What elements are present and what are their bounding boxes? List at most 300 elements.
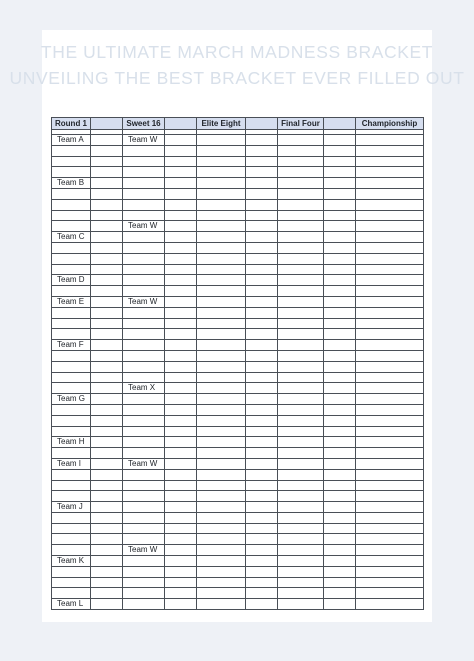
blank-cell[interactable] xyxy=(278,545,324,556)
blank-cell[interactable] xyxy=(246,512,278,523)
team-cell[interactable]: Team K xyxy=(52,556,91,567)
blank-cell[interactable] xyxy=(324,437,356,448)
blank-cell[interactable] xyxy=(356,145,424,156)
blank-cell[interactable] xyxy=(246,242,278,253)
team-cell[interactable]: Team A xyxy=(52,135,91,146)
blank-cell[interactable] xyxy=(246,145,278,156)
blank-cell[interactable] xyxy=(197,588,246,599)
team-cell[interactable]: Team X xyxy=(123,383,165,394)
blank-cell[interactable] xyxy=(165,361,197,372)
blank-cell[interactable] xyxy=(246,383,278,394)
blank-cell[interactable] xyxy=(91,566,123,577)
blank-cell[interactable] xyxy=(324,577,356,588)
blank-cell[interactable] xyxy=(278,286,324,297)
blank-cell[interactable] xyxy=(324,145,356,156)
blank-cell[interactable] xyxy=(356,556,424,567)
blank-cell[interactable] xyxy=(324,210,356,221)
blank-cell[interactable] xyxy=(91,588,123,599)
blank-cell[interactable] xyxy=(91,469,123,480)
blank-cell[interactable] xyxy=(197,167,246,178)
blank-cell[interactable] xyxy=(197,329,246,340)
blank-cell[interactable] xyxy=(356,404,424,415)
blank-cell[interactable] xyxy=(197,556,246,567)
blank-cell[interactable] xyxy=(197,264,246,275)
blank-cell[interactable] xyxy=(197,156,246,167)
blank-cell[interactable] xyxy=(91,577,123,588)
blank-cell[interactable] xyxy=(123,404,165,415)
blank-cell[interactable] xyxy=(52,199,91,210)
team-cell[interactable]: Team L xyxy=(52,599,91,610)
blank-cell[interactable] xyxy=(123,361,165,372)
blank-cell[interactable] xyxy=(278,566,324,577)
blank-cell[interactable] xyxy=(91,512,123,523)
blank-cell[interactable] xyxy=(197,340,246,351)
blank-cell[interactable] xyxy=(246,156,278,167)
blank-cell[interactable] xyxy=(91,415,123,426)
blank-cell[interactable] xyxy=(356,566,424,577)
blank-cell[interactable] xyxy=(324,394,356,405)
blank-cell[interactable] xyxy=(197,491,246,502)
blank-cell[interactable] xyxy=(165,523,197,534)
blank-cell[interactable] xyxy=(165,242,197,253)
blank-cell[interactable] xyxy=(123,372,165,383)
blank-cell[interactable] xyxy=(123,523,165,534)
blank-cell[interactable] xyxy=(91,350,123,361)
blank-cell[interactable] xyxy=(278,383,324,394)
blank-cell[interactable] xyxy=(123,588,165,599)
blank-cell[interactable] xyxy=(52,286,91,297)
blank-cell[interactable] xyxy=(91,135,123,146)
blank-cell[interactable] xyxy=(165,458,197,469)
blank-cell[interactable] xyxy=(123,491,165,502)
blank-cell[interactable] xyxy=(356,135,424,146)
blank-cell[interactable] xyxy=(278,296,324,307)
blank-cell[interactable] xyxy=(324,588,356,599)
blank-cell[interactable] xyxy=(123,469,165,480)
blank-cell[interactable] xyxy=(91,361,123,372)
blank-cell[interactable] xyxy=(165,404,197,415)
blank-cell[interactable] xyxy=(197,275,246,286)
blank-cell[interactable] xyxy=(356,491,424,502)
blank-cell[interactable] xyxy=(52,188,91,199)
blank-cell[interactable] xyxy=(52,577,91,588)
blank-cell[interactable] xyxy=(197,448,246,459)
blank-cell[interactable] xyxy=(52,307,91,318)
blank-cell[interactable] xyxy=(197,318,246,329)
blank-cell[interactable] xyxy=(52,448,91,459)
blank-cell[interactable] xyxy=(165,437,197,448)
blank-cell[interactable] xyxy=(91,599,123,610)
blank-cell[interactable] xyxy=(356,307,424,318)
blank-cell[interactable] xyxy=(324,329,356,340)
blank-cell[interactable] xyxy=(356,253,424,264)
blank-cell[interactable] xyxy=(324,253,356,264)
blank-cell[interactable] xyxy=(165,199,197,210)
blank-cell[interactable] xyxy=(324,426,356,437)
blank-cell[interactable] xyxy=(197,242,246,253)
blank-cell[interactable] xyxy=(324,199,356,210)
blank-cell[interactable] xyxy=(91,394,123,405)
blank-cell[interactable] xyxy=(197,523,246,534)
blank-cell[interactable] xyxy=(356,383,424,394)
blank-cell[interactable] xyxy=(278,350,324,361)
blank-cell[interactable] xyxy=(123,394,165,405)
blank-cell[interactable] xyxy=(356,372,424,383)
blank-cell[interactable] xyxy=(246,329,278,340)
blank-cell[interactable] xyxy=(246,426,278,437)
blank-cell[interactable] xyxy=(165,491,197,502)
team-cell[interactable]: Team D xyxy=(52,275,91,286)
blank-cell[interactable] xyxy=(356,458,424,469)
blank-cell[interactable] xyxy=(278,253,324,264)
blank-cell[interactable] xyxy=(52,588,91,599)
blank-cell[interactable] xyxy=(246,188,278,199)
blank-cell[interactable] xyxy=(356,232,424,243)
blank-cell[interactable] xyxy=(123,340,165,351)
blank-cell[interactable] xyxy=(91,221,123,232)
blank-cell[interactable] xyxy=(91,296,123,307)
blank-cell[interactable] xyxy=(278,210,324,221)
blank-cell[interactable] xyxy=(197,404,246,415)
blank-cell[interactable] xyxy=(246,469,278,480)
blank-cell[interactable] xyxy=(246,437,278,448)
blank-cell[interactable] xyxy=(324,350,356,361)
blank-cell[interactable] xyxy=(356,178,424,189)
blank-cell[interactable] xyxy=(278,361,324,372)
blank-cell[interactable] xyxy=(123,188,165,199)
blank-cell[interactable] xyxy=(246,264,278,275)
blank-cell[interactable] xyxy=(278,599,324,610)
blank-cell[interactable] xyxy=(165,556,197,567)
blank-cell[interactable] xyxy=(91,307,123,318)
blank-cell[interactable] xyxy=(356,437,424,448)
blank-cell[interactable] xyxy=(278,512,324,523)
blank-cell[interactable] xyxy=(324,275,356,286)
blank-cell[interactable] xyxy=(324,512,356,523)
blank-cell[interactable] xyxy=(197,199,246,210)
blank-cell[interactable] xyxy=(91,188,123,199)
blank-cell[interactable] xyxy=(324,188,356,199)
blank-cell[interactable] xyxy=(246,232,278,243)
team-cell[interactable]: Team W xyxy=(123,221,165,232)
blank-cell[interactable] xyxy=(278,221,324,232)
blank-cell[interactable] xyxy=(165,545,197,556)
blank-cell[interactable] xyxy=(91,502,123,513)
blank-cell[interactable] xyxy=(123,437,165,448)
blank-cell[interactable] xyxy=(52,469,91,480)
blank-cell[interactable] xyxy=(52,242,91,253)
team-cell[interactable]: Team I xyxy=(52,458,91,469)
blank-cell[interactable] xyxy=(52,566,91,577)
blank-cell[interactable] xyxy=(91,178,123,189)
blank-cell[interactable] xyxy=(356,167,424,178)
blank-cell[interactable] xyxy=(356,242,424,253)
blank-cell[interactable] xyxy=(123,566,165,577)
blank-cell[interactable] xyxy=(165,253,197,264)
blank-cell[interactable] xyxy=(123,577,165,588)
blank-cell[interactable] xyxy=(324,286,356,297)
blank-cell[interactable] xyxy=(246,199,278,210)
blank-cell[interactable] xyxy=(123,502,165,513)
blank-cell[interactable] xyxy=(165,340,197,351)
blank-cell[interactable] xyxy=(356,512,424,523)
blank-cell[interactable] xyxy=(91,372,123,383)
blank-cell[interactable] xyxy=(278,469,324,480)
blank-cell[interactable] xyxy=(165,307,197,318)
blank-cell[interactable] xyxy=(246,394,278,405)
blank-cell[interactable] xyxy=(52,145,91,156)
blank-cell[interactable] xyxy=(324,296,356,307)
blank-cell[interactable] xyxy=(278,394,324,405)
blank-cell[interactable] xyxy=(165,329,197,340)
blank-cell[interactable] xyxy=(356,188,424,199)
blank-cell[interactable] xyxy=(356,156,424,167)
blank-cell[interactable] xyxy=(165,156,197,167)
blank-cell[interactable] xyxy=(165,469,197,480)
team-cell[interactable]: Team H xyxy=(52,437,91,448)
blank-cell[interactable] xyxy=(278,448,324,459)
blank-cell[interactable] xyxy=(197,480,246,491)
blank-cell[interactable] xyxy=(123,232,165,243)
blank-cell[interactable] xyxy=(91,199,123,210)
blank-cell[interactable] xyxy=(91,404,123,415)
blank-cell[interactable] xyxy=(324,458,356,469)
blank-cell[interactable] xyxy=(356,296,424,307)
blank-cell[interactable] xyxy=(91,437,123,448)
blank-cell[interactable] xyxy=(324,415,356,426)
blank-cell[interactable] xyxy=(91,383,123,394)
blank-cell[interactable] xyxy=(324,556,356,567)
blank-cell[interactable] xyxy=(52,156,91,167)
blank-cell[interactable] xyxy=(197,383,246,394)
blank-cell[interactable] xyxy=(91,210,123,221)
blank-cell[interactable] xyxy=(197,394,246,405)
blank-cell[interactable] xyxy=(91,264,123,275)
blank-cell[interactable] xyxy=(91,458,123,469)
blank-cell[interactable] xyxy=(356,199,424,210)
blank-cell[interactable] xyxy=(278,232,324,243)
blank-cell[interactable] xyxy=(246,318,278,329)
blank-cell[interactable] xyxy=(246,307,278,318)
blank-cell[interactable] xyxy=(356,329,424,340)
blank-cell[interactable] xyxy=(246,253,278,264)
blank-cell[interactable] xyxy=(278,426,324,437)
blank-cell[interactable] xyxy=(165,135,197,146)
blank-cell[interactable] xyxy=(197,221,246,232)
blank-cell[interactable] xyxy=(52,415,91,426)
blank-cell[interactable] xyxy=(165,264,197,275)
blank-cell[interactable] xyxy=(197,361,246,372)
blank-cell[interactable] xyxy=(197,253,246,264)
blank-cell[interactable] xyxy=(123,534,165,545)
blank-cell[interactable] xyxy=(165,599,197,610)
blank-cell[interactable] xyxy=(246,167,278,178)
blank-cell[interactable] xyxy=(278,534,324,545)
blank-cell[interactable] xyxy=(165,383,197,394)
blank-cell[interactable] xyxy=(91,329,123,340)
blank-cell[interactable] xyxy=(91,426,123,437)
blank-cell[interactable] xyxy=(246,361,278,372)
blank-cell[interactable] xyxy=(165,145,197,156)
blank-cell[interactable] xyxy=(324,502,356,513)
blank-cell[interactable] xyxy=(123,448,165,459)
blank-cell[interactable] xyxy=(197,135,246,146)
blank-cell[interactable] xyxy=(278,145,324,156)
blank-cell[interactable] xyxy=(246,404,278,415)
blank-cell[interactable] xyxy=(123,167,165,178)
blank-cell[interactable] xyxy=(246,372,278,383)
blank-cell[interactable] xyxy=(91,167,123,178)
blank-cell[interactable] xyxy=(197,566,246,577)
blank-cell[interactable] xyxy=(246,545,278,556)
blank-cell[interactable] xyxy=(356,502,424,513)
blank-cell[interactable] xyxy=(324,372,356,383)
blank-cell[interactable] xyxy=(324,232,356,243)
blank-cell[interactable] xyxy=(246,577,278,588)
blank-cell[interactable] xyxy=(246,210,278,221)
blank-cell[interactable] xyxy=(91,534,123,545)
blank-cell[interactable] xyxy=(324,221,356,232)
blank-cell[interactable] xyxy=(278,264,324,275)
blank-cell[interactable] xyxy=(165,448,197,459)
blank-cell[interactable] xyxy=(324,383,356,394)
blank-cell[interactable] xyxy=(278,415,324,426)
blank-cell[interactable] xyxy=(123,512,165,523)
blank-cell[interactable] xyxy=(165,415,197,426)
blank-cell[interactable] xyxy=(278,523,324,534)
blank-cell[interactable] xyxy=(197,210,246,221)
blank-cell[interactable] xyxy=(165,588,197,599)
blank-cell[interactable] xyxy=(165,512,197,523)
team-cell[interactable]: Team B xyxy=(52,178,91,189)
blank-cell[interactable] xyxy=(246,221,278,232)
blank-cell[interactable] xyxy=(324,135,356,146)
blank-cell[interactable] xyxy=(324,491,356,502)
blank-cell[interactable] xyxy=(197,545,246,556)
blank-cell[interactable] xyxy=(165,286,197,297)
blank-cell[interactable] xyxy=(278,491,324,502)
blank-cell[interactable] xyxy=(324,469,356,480)
blank-cell[interactable] xyxy=(52,545,91,556)
blank-cell[interactable] xyxy=(165,188,197,199)
blank-cell[interactable] xyxy=(165,577,197,588)
blank-cell[interactable] xyxy=(123,178,165,189)
blank-cell[interactable] xyxy=(324,448,356,459)
blank-cell[interactable] xyxy=(123,350,165,361)
blank-cell[interactable] xyxy=(91,556,123,567)
blank-cell[interactable] xyxy=(123,210,165,221)
blank-cell[interactable] xyxy=(356,221,424,232)
blank-cell[interactable] xyxy=(278,135,324,146)
blank-cell[interactable] xyxy=(278,329,324,340)
blank-cell[interactable] xyxy=(197,577,246,588)
blank-cell[interactable] xyxy=(278,242,324,253)
team-cell[interactable]: Team G xyxy=(52,394,91,405)
blank-cell[interactable] xyxy=(246,566,278,577)
blank-cell[interactable] xyxy=(123,599,165,610)
blank-cell[interactable] xyxy=(197,599,246,610)
blank-cell[interactable] xyxy=(324,480,356,491)
blank-cell[interactable] xyxy=(356,448,424,459)
blank-cell[interactable] xyxy=(197,296,246,307)
blank-cell[interactable] xyxy=(165,350,197,361)
blank-cell[interactable] xyxy=(197,512,246,523)
blank-cell[interactable] xyxy=(356,318,424,329)
blank-cell[interactable] xyxy=(356,523,424,534)
blank-cell[interactable] xyxy=(197,372,246,383)
blank-cell[interactable] xyxy=(123,329,165,340)
blank-cell[interactable] xyxy=(324,242,356,253)
blank-cell[interactable] xyxy=(246,286,278,297)
blank-cell[interactable] xyxy=(278,178,324,189)
blank-cell[interactable] xyxy=(91,232,123,243)
blank-cell[interactable] xyxy=(52,318,91,329)
blank-cell[interactable] xyxy=(52,329,91,340)
blank-cell[interactable] xyxy=(324,361,356,372)
blank-cell[interactable] xyxy=(123,286,165,297)
blank-cell[interactable] xyxy=(356,577,424,588)
blank-cell[interactable] xyxy=(123,480,165,491)
blank-cell[interactable] xyxy=(52,372,91,383)
team-cell[interactable]: Team J xyxy=(52,502,91,513)
blank-cell[interactable] xyxy=(91,275,123,286)
blank-cell[interactable] xyxy=(246,458,278,469)
blank-cell[interactable] xyxy=(52,253,91,264)
blank-cell[interactable] xyxy=(165,502,197,513)
blank-cell[interactable] xyxy=(246,491,278,502)
blank-cell[interactable] xyxy=(356,599,424,610)
blank-cell[interactable] xyxy=(246,135,278,146)
blank-cell[interactable] xyxy=(246,415,278,426)
blank-cell[interactable] xyxy=(278,307,324,318)
blank-cell[interactable] xyxy=(278,188,324,199)
blank-cell[interactable] xyxy=(123,415,165,426)
blank-cell[interactable] xyxy=(165,178,197,189)
blank-cell[interactable] xyxy=(246,448,278,459)
blank-cell[interactable] xyxy=(246,599,278,610)
blank-cell[interactable] xyxy=(91,318,123,329)
blank-cell[interactable] xyxy=(324,534,356,545)
blank-cell[interactable] xyxy=(278,318,324,329)
blank-cell[interactable] xyxy=(52,350,91,361)
blank-cell[interactable] xyxy=(356,426,424,437)
blank-cell[interactable] xyxy=(123,264,165,275)
blank-cell[interactable] xyxy=(278,556,324,567)
blank-cell[interactable] xyxy=(278,372,324,383)
blank-cell[interactable] xyxy=(324,340,356,351)
blank-cell[interactable] xyxy=(165,426,197,437)
blank-cell[interactable] xyxy=(356,275,424,286)
blank-cell[interactable] xyxy=(356,415,424,426)
team-cell[interactable]: Team F xyxy=(52,340,91,351)
blank-cell[interactable] xyxy=(197,469,246,480)
blank-cell[interactable] xyxy=(91,491,123,502)
blank-cell[interactable] xyxy=(165,232,197,243)
blank-cell[interactable] xyxy=(278,340,324,351)
blank-cell[interactable] xyxy=(165,394,197,405)
blank-cell[interactable] xyxy=(197,534,246,545)
blank-cell[interactable] xyxy=(165,566,197,577)
blank-cell[interactable] xyxy=(246,296,278,307)
team-cell[interactable]: Team W xyxy=(123,296,165,307)
blank-cell[interactable] xyxy=(197,188,246,199)
blank-cell[interactable] xyxy=(123,426,165,437)
blank-cell[interactable] xyxy=(165,275,197,286)
blank-cell[interactable] xyxy=(324,566,356,577)
blank-cell[interactable] xyxy=(165,221,197,232)
blank-cell[interactable] xyxy=(197,502,246,513)
blank-cell[interactable] xyxy=(356,534,424,545)
